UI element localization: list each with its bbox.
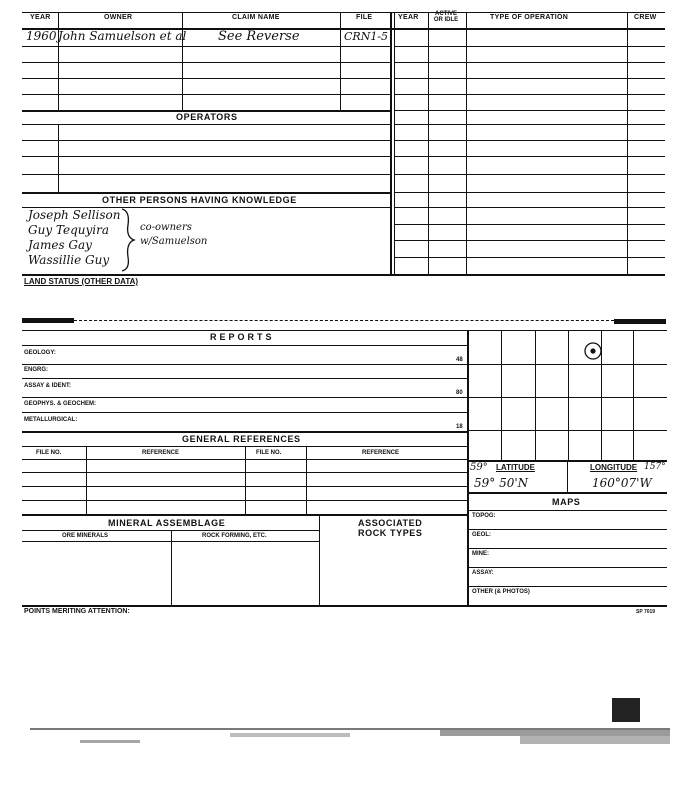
rule	[22, 345, 467, 346]
rule	[535, 330, 536, 460]
rule	[390, 12, 392, 274]
rule	[392, 28, 665, 30]
latitude-label: LATITUDE	[496, 463, 535, 472]
header-year-2: YEAR	[398, 14, 419, 21]
long-suffix: 157°	[644, 462, 666, 472]
rule	[58, 50, 59, 110]
rule	[467, 586, 667, 587]
rule	[394, 240, 665, 241]
rule	[22, 514, 467, 516]
report-num: 48	[456, 357, 463, 363]
map-row-label: OTHER (& PHOTOS)	[472, 589, 530, 595]
rock-types-title: ROCK TYPES	[358, 528, 423, 538]
rule	[394, 207, 665, 208]
reports-title: REPORTS	[210, 332, 275, 342]
report-label: GEOPHYS. & GEOCHEM:	[24, 401, 97, 407]
rule	[467, 397, 667, 398]
rule	[22, 431, 467, 433]
land-status-label: LAND STATUS (OTHER DATA)	[24, 277, 139, 286]
rule	[22, 94, 390, 95]
header-year: YEAR	[30, 14, 51, 21]
header-active-idle: ACTIVE OR IDLE	[433, 11, 459, 23]
rule	[22, 140, 390, 141]
rule	[340, 50, 341, 110]
latitude-value: 59° 50'N	[474, 476, 529, 490]
scan-bar	[614, 319, 666, 324]
points-meriting-label: POINTS MERITING ATTENTION:	[24, 608, 130, 615]
rule	[394, 140, 665, 141]
rule	[22, 378, 467, 379]
rule	[22, 364, 467, 365]
file-no-header: FILE NO.	[36, 450, 62, 456]
report-num: 80	[456, 390, 463, 396]
rule	[467, 492, 667, 494]
samuelson-note: w/Samuelson	[140, 236, 208, 247]
rule	[22, 472, 467, 473]
scan-streak	[230, 733, 350, 737]
rule	[567, 460, 568, 492]
rule	[467, 364, 667, 365]
header-crew: CREW	[634, 14, 657, 21]
rule	[394, 110, 665, 111]
rule	[182, 50, 183, 110]
rule	[22, 156, 390, 157]
map-row-label: MINE:	[472, 551, 489, 557]
rule	[467, 529, 667, 530]
entry-claim: See Reverse	[218, 29, 300, 44]
rule	[467, 430, 667, 431]
rule	[22, 397, 467, 398]
rule	[340, 12, 341, 50]
lat-prefix: 59°	[470, 462, 488, 473]
rule	[22, 500, 467, 501]
rule	[22, 412, 467, 413]
scan-streak	[80, 740, 140, 743]
rule	[22, 605, 667, 607]
rule	[428, 12, 429, 274]
rule	[306, 446, 307, 514]
file-no-header: FILE NO.	[256, 450, 282, 456]
rule	[22, 62, 390, 63]
person: James Gay	[28, 238, 92, 252]
rule	[86, 446, 87, 514]
rule	[466, 12, 467, 274]
header-owner: OWNER	[104, 14, 133, 21]
header-file: FILE	[356, 14, 373, 21]
rule	[394, 94, 665, 95]
rule	[633, 330, 634, 460]
reference-header: REFERENCE	[142, 450, 180, 456]
rule	[394, 156, 665, 157]
rule	[394, 46, 665, 47]
report-num: 18	[456, 424, 463, 430]
rule	[171, 530, 172, 606]
ore-minerals-header: ORE MINERALS	[62, 533, 109, 539]
rule	[22, 192, 390, 194]
rule	[22, 330, 667, 331]
rule	[467, 330, 469, 606]
rule	[394, 224, 665, 225]
scan-streak	[520, 736, 670, 744]
form-code: SP 7019	[636, 609, 656, 615]
rule	[22, 12, 665, 13]
header-type-of-operation: TYPE OF OPERATION	[490, 14, 569, 21]
header-claim-name: CLAIM NAME	[232, 14, 280, 21]
map-row-label: ASSAY:	[472, 570, 494, 576]
rule	[467, 548, 667, 549]
rule	[245, 446, 246, 514]
person: Joseph Sellison	[28, 208, 121, 222]
scan-bar	[22, 318, 74, 323]
report-label: METALLURGICAL:	[24, 417, 78, 423]
longitude-value: 160°07'W	[592, 476, 652, 490]
associated-title: ASSOCIATED	[358, 518, 423, 528]
rule	[394, 124, 665, 125]
rule	[394, 78, 665, 79]
rock-forming-header: ROCK FORMING, ETC.	[202, 533, 267, 539]
person: Guy Tequyira	[28, 223, 109, 237]
rule	[394, 174, 665, 175]
general-references-title: GENERAL REFERENCES	[182, 434, 301, 444]
map-row-label: GEOL:	[472, 532, 491, 538]
rule	[22, 486, 467, 487]
longitude-label: LONGITUDE	[590, 463, 638, 472]
rule	[22, 46, 390, 47]
rule	[394, 257, 665, 258]
rule	[394, 62, 665, 63]
rule	[394, 192, 665, 193]
report-label: ASSAY & IDENT:	[24, 383, 72, 389]
rule	[22, 124, 390, 125]
map-row-label: TOPOG:	[472, 513, 496, 519]
report-label: ENGRG:	[24, 367, 48, 373]
rule	[568, 330, 569, 460]
rule	[58, 124, 59, 192]
person: Wassillie Guy	[28, 253, 110, 267]
rule	[627, 12, 628, 274]
rule	[74, 320, 614, 321]
operators-title: OPERATORS	[176, 112, 238, 122]
reference-header: REFERENCE	[362, 450, 400, 456]
rule	[467, 510, 667, 511]
others-title: OTHER PERSONS HAVING KNOWLEDGE	[102, 195, 297, 205]
entry-owner: John Samuelson et al	[58, 29, 187, 43]
entry-file: CRN1-5	[344, 30, 389, 43]
report-label: GEOLOGY:	[24, 350, 56, 356]
rule	[319, 514, 320, 606]
rule	[467, 567, 667, 568]
rule	[22, 174, 390, 175]
rule	[22, 78, 390, 79]
entry-year: 1960	[26, 29, 57, 43]
co-owners-note: co-owners	[140, 222, 192, 233]
maps-title: MAPS	[552, 497, 581, 507]
mineral-assemblage-title: MINERAL ASSEMBLAGE	[108, 518, 226, 528]
scan-block	[612, 698, 640, 722]
location-marker-icon	[582, 340, 604, 362]
rule	[501, 330, 502, 460]
rule	[22, 274, 665, 276]
rule	[394, 12, 395, 274]
